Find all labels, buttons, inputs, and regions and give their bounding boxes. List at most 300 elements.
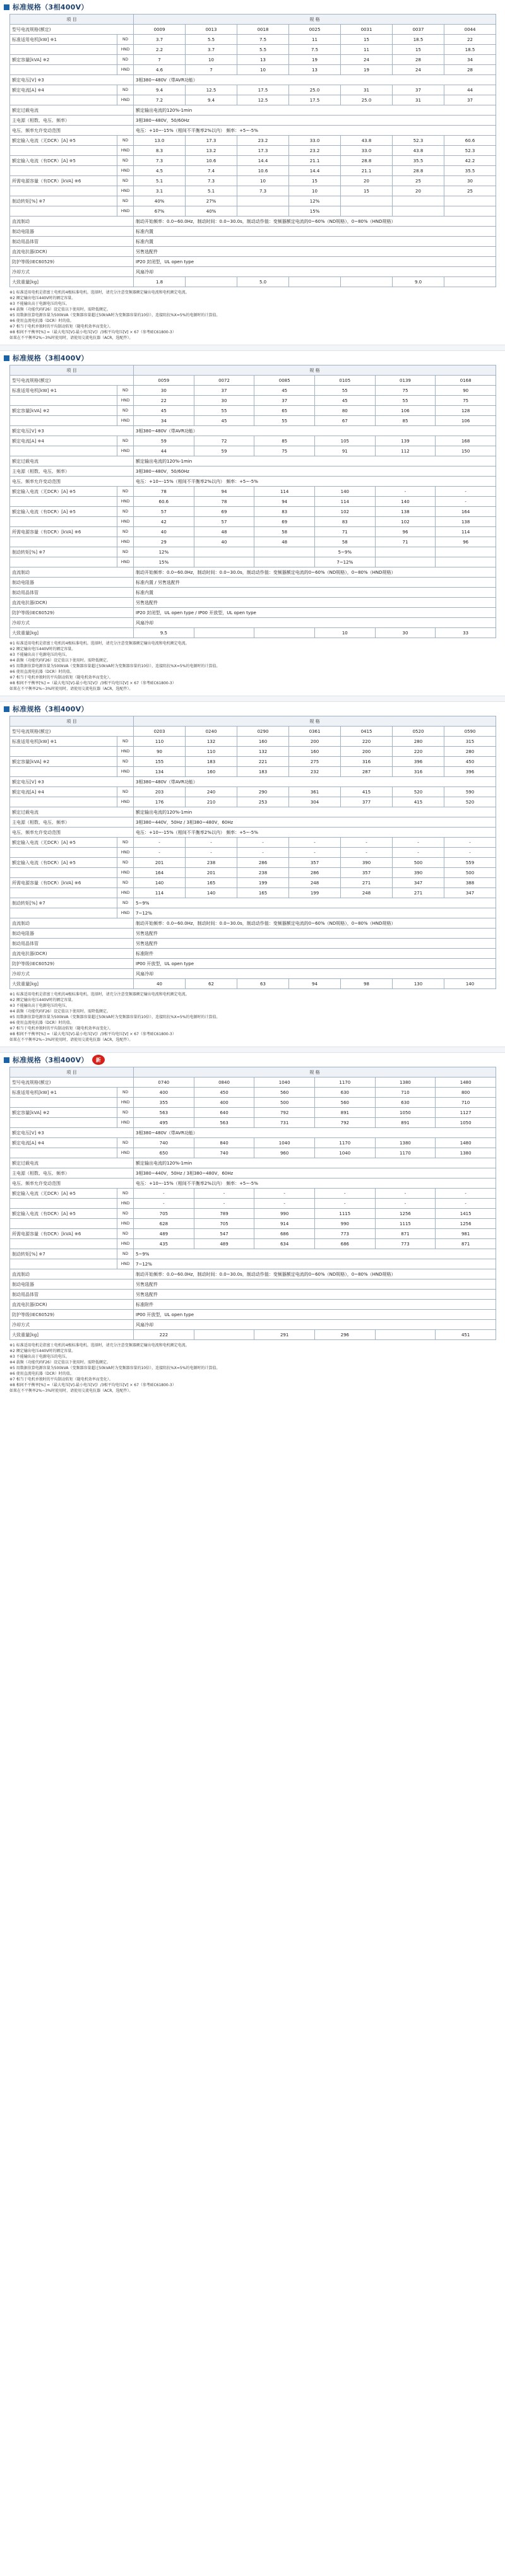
value-cell: 14.4 xyxy=(237,156,289,166)
row-label: 主电源（相数、电压、频率） xyxy=(10,116,134,126)
row-sublabel: ND xyxy=(117,85,134,95)
value-cell: 0740 xyxy=(134,1077,194,1088)
row-sublabel: HND xyxy=(117,65,134,75)
value-cell: 221 xyxy=(237,757,289,767)
header-spec: 规 格 xyxy=(134,15,496,25)
row-sublabel: ND xyxy=(117,156,134,166)
header-item: 项 目 xyxy=(10,716,134,727)
value-cell: 4.5 xyxy=(134,166,186,176)
value-cell: 347 xyxy=(393,878,444,888)
value-cell: 27% xyxy=(186,196,237,206)
value-cell: 17.3 xyxy=(237,146,289,156)
value-cell: 132 xyxy=(186,737,237,747)
table-row xyxy=(10,848,496,858)
value-cell: 7.3 xyxy=(237,186,289,196)
value-cell: 15 xyxy=(341,35,393,45)
row-sublabel: HND xyxy=(117,1259,134,1269)
value-cell: 183 xyxy=(186,757,237,767)
row-sublabel: HND xyxy=(117,797,134,807)
table-row xyxy=(10,828,496,838)
table-row xyxy=(10,227,496,237)
value-cell: 731 xyxy=(254,1118,315,1128)
row-label: 额定电流[A] ※4 xyxy=(10,85,117,95)
section-title: 标准规格（3相400V） xyxy=(13,3,88,11)
spanning-value: 额定输出电流的120%-1min xyxy=(134,456,496,466)
value-cell: 18.5 xyxy=(393,35,444,45)
table-row xyxy=(10,487,496,497)
square-bullet-icon xyxy=(4,1057,9,1063)
value-cell: 29 xyxy=(134,537,194,547)
square-bullet-icon xyxy=(4,355,9,361)
value-cell: 1040 xyxy=(254,1138,315,1148)
row-sublabel: ND xyxy=(117,527,134,537)
row-label: 额定过载电流 xyxy=(10,456,134,466)
footnote-line: ※5 用数据估算电源容量为500kVA（变频器容量超过50kVA时为变频器容量的10倍），连接阻抗%X=5%的电源时的计算值。 xyxy=(9,1366,220,1370)
table-row xyxy=(10,446,496,456)
value-cell xyxy=(444,196,496,206)
value-cell: 94 xyxy=(254,497,315,507)
value-cell: - xyxy=(237,838,289,848)
spanning-value: 额定输出电流的120%-1min xyxy=(134,1158,496,1168)
value-cell: 400 xyxy=(194,1098,254,1108)
value-cell: 44 xyxy=(134,446,194,456)
row-sublabel: ND xyxy=(117,838,134,848)
table-row xyxy=(10,1310,496,1320)
spanning-value: 另售选配件 xyxy=(134,929,496,939)
footnote-line: ※2 额定输出电压440V时的额定容量。 xyxy=(9,998,76,1002)
row-label: 制动电阻器 xyxy=(10,929,134,939)
value-cell: 315 xyxy=(444,737,496,747)
table-row xyxy=(10,166,496,176)
footnote-line: ※8 相间不平衡率[%] =（最大电压[V]-最小电压[V]）/3相平均电压[V] × 67（参考IEC61800-3） xyxy=(9,1032,176,1036)
row-label xyxy=(10,1148,117,1158)
table-row xyxy=(10,1269,496,1279)
table-row xyxy=(10,888,496,898)
row-sublabel: HND xyxy=(117,416,134,426)
value-cell: 792 xyxy=(314,1118,375,1128)
value-cell: - xyxy=(186,838,237,848)
value-cell xyxy=(254,547,315,557)
value-cell xyxy=(436,557,496,567)
spanning-value: IP00 开放型，UL open type xyxy=(134,1310,496,1320)
value-cell: 0059 xyxy=(134,376,194,386)
value-cell: 165 xyxy=(237,888,289,898)
value-cell: - xyxy=(393,838,444,848)
value-cell: 390 xyxy=(341,858,393,868)
value-cell: 773 xyxy=(314,1229,375,1239)
table-row xyxy=(10,277,496,287)
value-cell xyxy=(393,206,444,217)
row-label xyxy=(10,186,117,196)
row-sublabel: ND xyxy=(117,386,134,396)
value-cell: 5.5 xyxy=(237,45,289,55)
spec-table xyxy=(9,14,496,287)
table-row xyxy=(10,156,496,166)
row-label: 直流制动 xyxy=(10,1269,134,1279)
value-cell: 357 xyxy=(289,858,341,868)
value-cell: 7.3 xyxy=(134,156,186,166)
value-cell: 705 xyxy=(134,1209,194,1219)
value-cell: 176 xyxy=(134,797,186,807)
value-cell: 1115 xyxy=(375,1219,436,1229)
value-cell: 1256 xyxy=(436,1219,496,1229)
footnote-line: ※8 相间不平衡率[%] =（最大电压[V]-最小电压[V]）/3相平均电压[V] × 67（参考IEC61800-3） xyxy=(9,1383,176,1387)
value-cell: 1.8 xyxy=(134,277,186,287)
value-cell: 10 xyxy=(237,65,289,75)
row-label: 冷却方式 xyxy=(10,969,134,979)
value-cell: 28 xyxy=(444,65,496,75)
value-cell: 5.0 xyxy=(237,277,289,287)
spanning-value: 3相380~480V（带AVR功能） xyxy=(134,1128,496,1138)
value-cell: 0072 xyxy=(194,376,254,386)
row-sublabel: ND xyxy=(117,898,134,908)
spanning-value: 5~9% xyxy=(134,898,496,908)
value-cell: 248 xyxy=(289,878,341,888)
spanning-value: 3相380~480V（带AVR功能） xyxy=(134,75,496,85)
table-row xyxy=(10,817,496,828)
value-cell: - xyxy=(436,1189,496,1199)
value-cell: 238 xyxy=(237,868,289,878)
value-cell: - xyxy=(194,1199,254,1209)
value-cell: - xyxy=(341,848,393,858)
value-cell: 52.3 xyxy=(393,136,444,146)
row-label: 型号电流规格(额定) xyxy=(10,727,134,737)
spec-table xyxy=(9,365,496,638)
table-row xyxy=(10,55,496,65)
value-cell: 110 xyxy=(186,747,237,757)
value-cell: 9.0 xyxy=(393,277,444,287)
row-sublabel: ND xyxy=(117,1229,134,1239)
row-label xyxy=(10,557,117,567)
value-cell: 489 xyxy=(194,1239,254,1249)
value-cell: 43.8 xyxy=(341,136,393,146)
header-spec: 规 格 xyxy=(134,1067,496,1077)
value-cell: 199 xyxy=(237,878,289,888)
table-header-row xyxy=(10,1067,496,1077)
value-cell xyxy=(237,196,289,206)
row-label: 制动用晶体管 xyxy=(10,1290,134,1300)
value-cell: 0840 xyxy=(194,1077,254,1088)
row-sublabel: HND xyxy=(117,848,134,858)
header-item: 项 目 xyxy=(10,15,134,25)
value-cell: 390 xyxy=(393,868,444,878)
value-cell: 34 xyxy=(444,55,496,65)
value-cell: 91 xyxy=(314,446,375,456)
value-cell: 164 xyxy=(134,868,186,878)
value-cell: 203 xyxy=(134,787,186,797)
value-cell xyxy=(375,1330,436,1340)
row-sublabel: ND xyxy=(117,436,134,446)
spec-section xyxy=(0,702,505,1047)
value-cell: 355 xyxy=(134,1098,194,1108)
table-row xyxy=(10,196,496,206)
table-row xyxy=(10,547,496,557)
value-cell: 48 xyxy=(194,527,254,537)
value-cell: 11 xyxy=(289,35,341,45)
value-cell: 800 xyxy=(436,1088,496,1098)
value-cell: 132 xyxy=(237,747,289,757)
table-row xyxy=(10,65,496,75)
value-cell: 25.0 xyxy=(289,85,341,95)
value-cell: 37 xyxy=(393,85,444,95)
table-row xyxy=(10,1199,496,1209)
spanning-value: 额定输出电流的120%-1min xyxy=(134,807,496,817)
footnote-line: ※4 载频（功能代码F26）设定值以下使用时。需降低额定。 xyxy=(9,1009,110,1014)
footnote-line: ※8 相间不平衡率[%] =（最大电压[V]-最小电压[V]）/3相平均电压[V] × 67（参考IEC61800-3） xyxy=(9,681,176,686)
value-cell: 1480 xyxy=(436,1077,496,1088)
row-sublabel: ND xyxy=(117,1138,134,1148)
value-cell: 316 xyxy=(341,757,393,767)
row-sublabel: HND xyxy=(117,166,134,176)
value-cell: 773 xyxy=(375,1239,436,1249)
section-header xyxy=(0,702,505,716)
value-cell: 286 xyxy=(289,868,341,878)
value-cell: 4.6 xyxy=(134,65,186,75)
value-cell: 30 xyxy=(194,396,254,406)
value-cell: 23.2 xyxy=(237,136,289,146)
value-cell: 85 xyxy=(254,436,315,446)
value-cell: 59 xyxy=(194,446,254,456)
row-label xyxy=(10,1219,117,1229)
footnote-line: ※1 标准适用电机是指富士电机的4极标准电机。选择时，请充分注意变频器额定输出电流和电机额定电流。 xyxy=(9,1343,189,1348)
row-sublabel: HND xyxy=(117,537,134,547)
row-label: 防护等级(IEC60529) xyxy=(10,257,134,267)
value-cell: 628 xyxy=(134,1219,194,1229)
spanning-value: 标准内置 xyxy=(134,237,496,247)
value-cell: 450 xyxy=(194,1088,254,1098)
value-cell: 0025 xyxy=(289,25,341,35)
value-cell: 520 xyxy=(393,787,444,797)
footnote-line: ※1 标准适用电机是指富士电机的4极标准电机。选择时，请充分注意变频器额定输出电流和电机额定电流。 xyxy=(9,290,189,295)
row-label xyxy=(10,868,117,878)
value-cell: 160 xyxy=(186,767,237,777)
row-label: 冷却方式 xyxy=(10,1320,134,1330)
value-cell: 19 xyxy=(289,55,341,65)
row-label: 额定容量[kVA] ※2 xyxy=(10,55,117,65)
spanning-value: 标准内置 xyxy=(134,227,496,237)
value-cell xyxy=(444,277,496,287)
value-cell: 686 xyxy=(314,1239,375,1249)
footnote-line: ※3 不能输出高于电源电压的电压。 xyxy=(9,653,69,657)
value-cell: 9.4 xyxy=(186,95,237,105)
table-header-row xyxy=(10,15,496,25)
row-label: 额定电流[A] ※4 xyxy=(10,787,117,797)
table-row xyxy=(10,466,496,477)
footnote-line: ※7 相当于电机单独时的平均制动转矩（随电机效率而变化）。 xyxy=(9,1377,113,1382)
value-cell: - xyxy=(341,838,393,848)
row-sublabel: HND xyxy=(117,1148,134,1158)
value-cell: 24 xyxy=(393,65,444,75)
row-label: 防护等级(IEC60529) xyxy=(10,1310,134,1320)
value-cell: 7~12% xyxy=(314,557,375,567)
value-cell: 0105 xyxy=(314,376,375,386)
footnotes xyxy=(9,641,496,692)
value-cell: 139 xyxy=(375,436,436,446)
value-cell: 75 xyxy=(254,446,315,456)
row-label: 制动电阻器 xyxy=(10,1279,134,1290)
row-label: 额定输入电流（有DCR）[A] ※5 xyxy=(10,156,117,166)
table-row xyxy=(10,95,496,105)
value-cell: 25 xyxy=(393,176,444,186)
row-label: 所需电源容量（有DCR）[kVA] ※6 xyxy=(10,176,117,186)
row-label: 所需电源容量（有DCR）[kVA] ※6 xyxy=(10,878,117,888)
value-cell: 871 xyxy=(436,1239,496,1249)
row-label: 大致重量[kg] xyxy=(10,277,134,287)
row-label: 型号电流规格(额定) xyxy=(10,1077,134,1088)
value-cell: 33 xyxy=(436,628,496,638)
footnote-line: ※1 标准适用电机是指富士电机的4极标准电机。选择时，请充分注意变频器额定输出电流和电机额定电流。 xyxy=(9,992,189,997)
value-cell: 450 xyxy=(444,757,496,767)
value-cell: 105 xyxy=(314,436,375,446)
value-cell: 140 xyxy=(444,979,496,989)
value-cell: 1050 xyxy=(375,1108,436,1118)
table-row xyxy=(10,376,496,386)
value-cell: 290 xyxy=(237,787,289,797)
footnote-line: 如果在不平衡率2%~3%时使用时，请使用交流电抗器（ACR，选配件）。 xyxy=(9,1389,133,1393)
value-cell: 83 xyxy=(314,517,375,527)
value-cell: 2.2 xyxy=(134,45,186,55)
value-cell: 96 xyxy=(436,537,496,547)
table-row xyxy=(10,1249,496,1259)
value-cell: - xyxy=(314,1189,375,1199)
value-cell xyxy=(375,547,436,557)
value-cell xyxy=(194,1330,254,1340)
square-bullet-icon xyxy=(4,706,9,712)
footnote-line: ※7 相当于电机单独时的平均制动转矩（随电机效率而变化）。 xyxy=(9,675,113,680)
table-row xyxy=(10,1168,496,1178)
value-cell: 347 xyxy=(444,888,496,898)
value-cell: 7 xyxy=(186,65,237,75)
row-label: 制动转矩[%] ※7 xyxy=(10,1249,117,1259)
value-cell xyxy=(375,557,436,567)
footnote-line: ※6 使用直流电抗器（DCR）时的值。 xyxy=(9,670,74,674)
row-label: 电压、频率允许变动范围 xyxy=(10,477,134,487)
value-cell: 10 xyxy=(289,186,341,196)
value-cell: 0240 xyxy=(186,727,237,737)
value-cell: 40 xyxy=(134,979,186,989)
row-sublabel: ND xyxy=(117,507,134,517)
value-cell: 160 xyxy=(237,737,289,747)
value-cell: 42 xyxy=(134,517,194,527)
value-cell: 280 xyxy=(444,747,496,757)
row-sublabel: HND xyxy=(117,396,134,406)
row-label: 所需电源容量（有DCR）[kVA] ※6 xyxy=(10,1229,117,1239)
value-cell: 248 xyxy=(341,888,393,898)
table-row xyxy=(10,1108,496,1118)
value-cell: 114 xyxy=(134,888,186,898)
value-cell: 388 xyxy=(444,878,496,888)
row-sublabel: ND xyxy=(117,757,134,767)
value-cell: 0520 xyxy=(393,727,444,737)
value-cell: 31 xyxy=(341,85,393,95)
section-header xyxy=(0,351,505,365)
row-sublabel: ND xyxy=(117,1088,134,1098)
spanning-value: IP20 封闭型，UL open type / IP00 开放型，UL open type xyxy=(134,608,496,618)
value-cell: 0037 xyxy=(393,25,444,35)
value-cell xyxy=(254,557,315,567)
value-cell: 740 xyxy=(134,1138,194,1148)
value-cell: 1040 xyxy=(254,1077,315,1088)
value-cell: 12.5 xyxy=(237,95,289,105)
value-cell xyxy=(237,206,289,217)
row-label: 制动转矩[%] ※7 xyxy=(10,196,117,206)
table-row xyxy=(10,497,496,507)
footnote-line: ※1 标准适用电机是指富士电机的4极标准电机。选择时，请充分注意变频器额定输出电流和电机额定电流。 xyxy=(9,641,189,646)
row-label xyxy=(10,497,117,507)
value-cell: - xyxy=(393,848,444,858)
value-cell: 90 xyxy=(436,386,496,396)
footnotes xyxy=(9,992,496,1043)
value-cell: 3.1 xyxy=(134,186,186,196)
table-row xyxy=(10,1290,496,1300)
value-cell: 634 xyxy=(254,1239,315,1249)
section-title: 标准规格（3相400V） xyxy=(13,354,88,362)
row-label: 额定过载电流 xyxy=(10,807,134,817)
value-cell: 5~9% xyxy=(314,547,375,557)
row-label xyxy=(10,206,117,217)
value-cell: 789 xyxy=(194,1209,254,1219)
value-cell: 30 xyxy=(444,176,496,186)
value-cell: 271 xyxy=(393,888,444,898)
value-cell: - xyxy=(289,848,341,858)
table-row xyxy=(10,517,496,527)
row-label: 大致重量[kg] xyxy=(10,1330,134,1340)
row-label: 所需电源容量（有DCR）[kVA] ※6 xyxy=(10,527,117,537)
value-cell: 914 xyxy=(254,1219,315,1229)
table-row xyxy=(10,868,496,878)
value-cell: 17.3 xyxy=(186,136,237,146)
value-cell: 547 xyxy=(194,1229,254,1239)
table-row xyxy=(10,386,496,396)
value-cell xyxy=(194,628,254,638)
value-cell: 0415 xyxy=(341,727,393,737)
value-cell: 640 xyxy=(194,1108,254,1118)
table-row xyxy=(10,807,496,817)
table-row xyxy=(10,939,496,949)
row-label xyxy=(10,146,117,156)
row-label: 直流制动 xyxy=(10,918,134,929)
table-row xyxy=(10,608,496,618)
value-cell: - xyxy=(134,838,186,848)
footnote-line: 如果在不平衡率2%~3%时使用时，请使用交流电抗器（ACR，选配件）。 xyxy=(9,336,133,340)
table-row xyxy=(10,1239,496,1249)
section-header xyxy=(0,1053,505,1067)
value-cell: 891 xyxy=(375,1118,436,1128)
table-row xyxy=(10,898,496,908)
value-cell: 20 xyxy=(341,176,393,186)
table-row xyxy=(10,767,496,777)
spanning-value: 电压：+10~-15%（相间不平衡率2%以内） 频率：+5~-5% xyxy=(134,828,496,838)
value-cell: 30 xyxy=(134,386,194,396)
table-row xyxy=(10,1148,496,1158)
table-row xyxy=(10,1118,496,1128)
value-cell: 0009 xyxy=(134,25,186,35)
row-label xyxy=(10,95,117,105)
table-row xyxy=(10,1128,496,1138)
spec-table xyxy=(9,716,496,989)
new-badge: 新 xyxy=(92,1055,105,1065)
row-sublabel: ND xyxy=(117,35,134,45)
spanning-value: 另售选配件 xyxy=(134,1279,496,1290)
table-row xyxy=(10,1320,496,1330)
spec-section xyxy=(0,351,505,696)
value-cell: 1127 xyxy=(436,1108,496,1118)
value-cell: 15% xyxy=(289,206,341,217)
row-sublabel: ND xyxy=(117,787,134,797)
row-sublabel: ND xyxy=(117,1108,134,1118)
table-row xyxy=(10,1189,496,1199)
value-cell: 63 xyxy=(237,979,289,989)
